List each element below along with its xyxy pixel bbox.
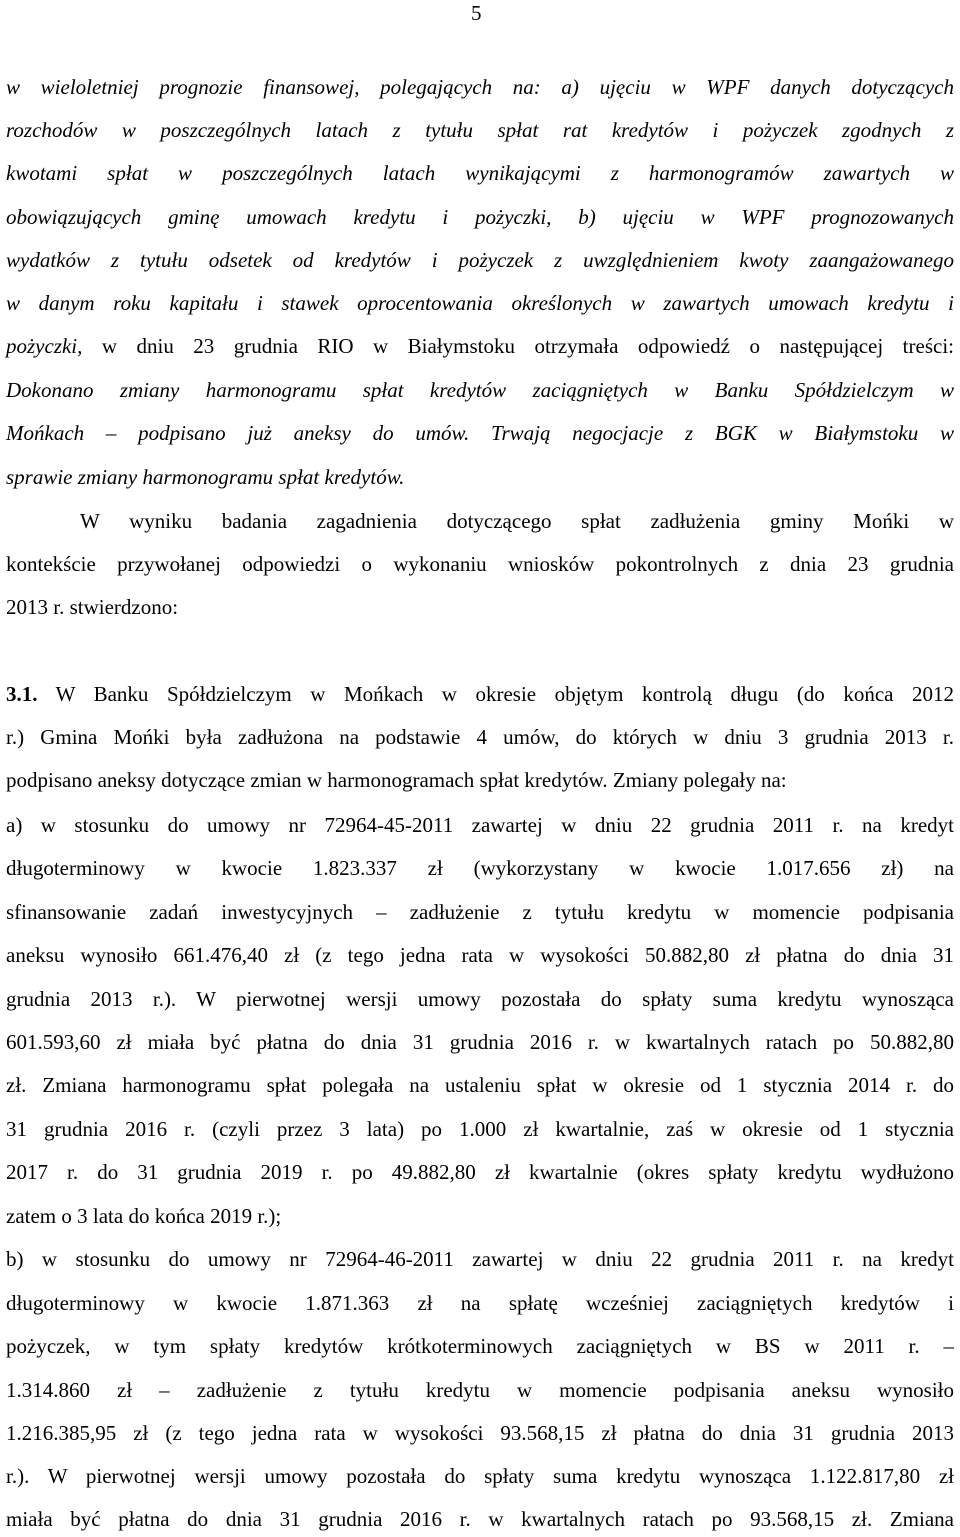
section-line: długoterminowy w kwocie 1.871.363 zł na spłatę wcześniej zaciągniętych kredytów i <box>6 1291 954 1315</box>
section-line: r.). W pierwotnej wersji umowy pozostała do spłaty suma kredytu wynosząca 1.122.817,80 zł <box>6 1464 954 1488</box>
section-line: 1.216.385,95 zł (z tego jedna rata w wysokości 93.568,15 zł płatna do dnia 31 grudnia 2013 <box>6 1421 954 1445</box>
response-line: Mońkach – podpisano już aneksy do umów. Trwają negocjacje z BGK w Białymstoku w <box>6 421 954 445</box>
paragraph-line: 2013 r. stwierdzono: <box>6 595 179 619</box>
section-line: a) w stosunku do umowy nr 72964-45-2011 zawartej w dniu 22 grudnia 2011 r. na kredyt <box>6 813 954 837</box>
intro-mixed-line <box>6 333 954 359</box>
section-line: długoterminowy w kwocie 1.823.337 zł (wykorzystany w kwocie 1.017.656 zł) na <box>6 856 954 880</box>
paragraph-line: kontekście przywołanej odpowiedzi o wykonaniu wniosków pokontrolnych z dnia 23 grudnia <box>6 552 954 576</box>
response-line: sprawie zmiany harmonogramu spłat kredytów. <box>6 465 405 489</box>
intro-line: w danym roku kapitału i stawek oprocentowania określonych w zawartych umowach kredytu i <box>6 291 954 315</box>
section-line: b) w stosunku do umowy nr 72964-46-2011 zawartej w dniu 22 grudnia 2011 r. na kredyt <box>6 1247 954 1271</box>
section-line: zł. Zmiana harmonogramu spłat polegała na ustaleniu spłat w okresie od 1 stycznia 2014 r. do <box>6 1073 954 1097</box>
intro-line: wydatków z tytułu odsetek od kredytów i pożyczek z uwzględnieniem kwoty zaangażowanego <box>6 248 954 272</box>
intro-line: w wieloletniej prognozie finansowej, polegających na: a) ujęciu w WPF danych dotyczących <box>6 75 954 99</box>
intro-line: rozchodów w poszczególnych latach z tytułu spłat rat kredytów i pożyczek zgodnych z <box>6 118 954 142</box>
section-line: podpisano aneksy dotyczące zmian w harmonogramach spłat kredytów. Zmiany polegały na: <box>6 768 787 792</box>
paragraph-line: W wyniku badania zagadnienia dotyczącego spłat zadłużenia gminy Mońki w <box>80 509 954 533</box>
section-heading-line <box>6 681 954 707</box>
section-number: 3.1. <box>6 682 38 706</box>
section-line: miała być płatna do dnia 31 grudnia 2016 r. w kwartalnych ratach po 93.568,15 zł. Zmiana <box>6 1507 954 1531</box>
intro-plain-fragment: w dniu 23 grudnia RIO w Białymstoku otrzymała odpowiedź o następującej treści: <box>82 334 954 358</box>
section-line: 1.314.860 zł – zadłużenie z tytułu kredytu w momencie podpisania aneksu wynosiło <box>6 1378 954 1402</box>
intro-line: kwotami spłat w poszczególnych latach wynikającymi z harmonogramów zawartych w <box>6 161 954 185</box>
section-line: r.) Gmina Mońki była zadłużona na podstawie 4 umów, do których w dniu 3 grudnia 2013 r. <box>6 725 954 749</box>
section-line: 31 grudnia 2016 r. (czyli przez 3 lata) po 1.000 zł kwartalnie, zaś w okresie od 1 stycznia <box>6 1117 954 1141</box>
section-line: grudnia 2013 r.). W pierwotnej wersji umowy pozostała do spłaty suma kredytu wynosząca <box>6 987 954 1011</box>
section-line: pożyczek, w tym spłaty kredytów krótkoterminowych zaciągniętych w BS w 2011 r. – <box>6 1334 954 1358</box>
intro-line: obowiązujących gminę umowach kredytu i pożyczki, b) ujęciu w WPF prognozowanych <box>6 205 954 229</box>
page-number: 5 <box>471 1 482 25</box>
intro-italic-fragment: pożyczki, <box>6 334 83 358</box>
section-line: zatem o 3 lata do końca 2019 r.); <box>6 1204 282 1228</box>
section-line: 2017 r. do 31 grudnia 2019 r. po 49.882,80 zł kwartalnie (okres spłaty kredytu wydłużono <box>6 1160 954 1184</box>
response-line: Dokonano zmiany harmonogramu spłat kredytów zaciągniętych w Banku Spółdzielczym w <box>6 378 954 402</box>
section-line: aneksu wynosiło 661.476,40 zł (z tego jedna rata w wysokości 50.882,80 zł płatna do dnia 31 <box>6 943 954 967</box>
section-line: 601.593,60 zł miała być płatna do dnia 31 grudnia 2016 r. w kwartalnych ratach po 50.882,80 <box>6 1030 954 1054</box>
section-first-text: W Banku Spółdzielczym w Mońkach w okresie objętym kontrolą długu (do końca 2012 <box>37 682 954 706</box>
section-line: sfinansowanie zadań inwestycyjnych – zadłużenie z tytułu kredytu w momencie podpisania <box>6 900 954 924</box>
